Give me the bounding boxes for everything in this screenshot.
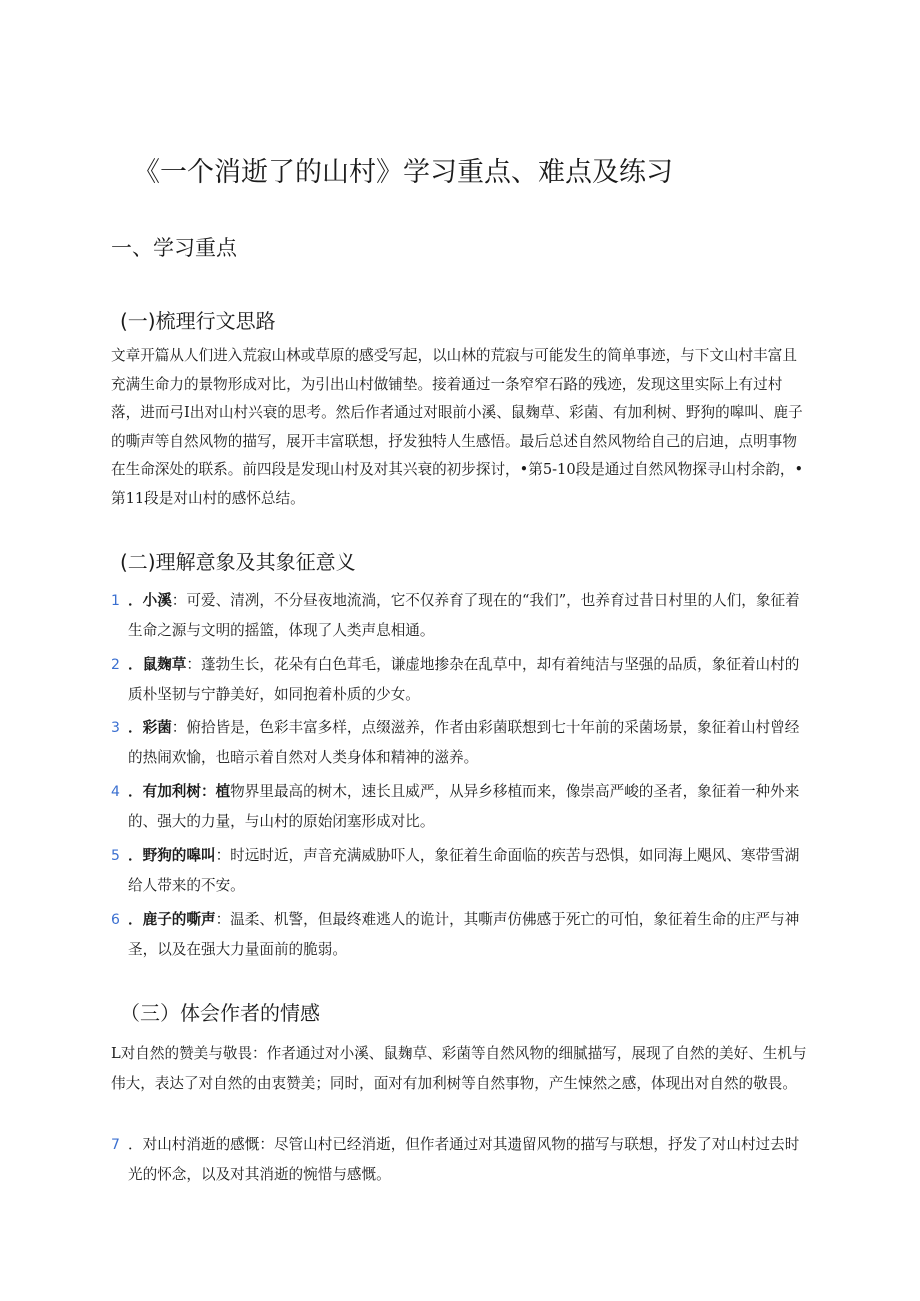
subheading-writing-logic: (一)梳理行文思路 — [120, 309, 276, 333]
subheading-emotion: （三）体会作者的情感 — [120, 1001, 320, 1025]
imagery-item-eucalyptus — [111, 777, 811, 837]
item-number: 2 — [111, 657, 120, 673]
item-text: ：俯拾皆是，色彩丰富多样，点缀滋养，作者由彩菌联想到七十年前的采菌场景，象征着山村曾经的热闹欢愉，也暗示着自然对人类身体和精神的滋养。 — [128, 719, 800, 766]
item-number: 1 — [111, 593, 120, 609]
imagery-item-stream — [111, 586, 811, 646]
emotion-item-nature — [111, 1039, 811, 1099]
subheading-imagery: (二)理解意象及其象征意义 — [120, 550, 356, 574]
imagery-item-wild-dog — [111, 841, 811, 901]
item-number: 3 — [111, 720, 120, 736]
item-term: ．有加利树：植 — [128, 783, 231, 800]
item-text: ：温柔、机警，但最终难逃人的诡计，其嘶声仿佛感于死亡的可怕，象征着生命的庄严与神圣，以及在强大力量面前的脆弱。 — [128, 911, 800, 958]
imagery-item-cudweed — [111, 650, 811, 710]
item-number: 7 — [111, 1137, 120, 1153]
document-title: 《一个消逝了的山村》学习重点、难点及练习 — [133, 157, 673, 188]
item-text: L对自然的赞美与敬畏：作者通过对小溪、鼠麹草、彩菌等自然风物的细腻描写，展现了自然的美好、生机与伟大，表达了对自然的由衷赞美；同时，面对有加利树等自然事物，产生悚然之感，体现出对自然的敬畏。 — [111, 1045, 807, 1092]
item-term: ．野狗的嗥叫 — [128, 847, 216, 864]
item-text: ．对山村消逝的感慨：尽管山村已经消逝，但作者通过对其遗留风物的描写与联想，抒发了对山村过去时光的怀念，以及对其消逝的惋惜与感慨。 — [128, 1136, 800, 1183]
emotion-item-village — [111, 1130, 811, 1190]
item-term: ．鹿子的嘶声 — [128, 911, 216, 928]
item-text: ：时远时近，声音充满威胁吓人，象征着生命面临的疾苦与恐惧，如同海上飓风、寒带雪湖给人带来的不安。 — [128, 847, 800, 894]
imagery-item-mushroom — [111, 713, 811, 773]
item-number: 5 — [111, 848, 120, 864]
paragraph-writing-logic: 文章开篇从人们进入荒寂山林或草原的感受写起，以山林的荒寂与可能发生的简单事迹，与下文山村丰富且充满生命力的景物形成对比，为引出山村做铺垫。接着通过一条窄窄石路的残迹，发现这里实际上有过村落，进而弓I出对山村兴衰的思考。然后作者通过对眼前小溪、鼠麹草、彩菌、有加利树、野狗的嗥叫、鹿子的嘶声等自然风物的描写，展开丰富联想，抒发独特人生感悟。最后总述自然风物给自己的启迪，点明事物在生命深处的联系。前四段是发现山村及对其兴衰的初步探讨，•第5-10段是通过自然风物探寻山村余韵，•第11段是对山村的感怀总结。 — [111, 347, 804, 507]
item-number: 4 — [111, 784, 120, 800]
item-text: ：蓬勃生长，花朵有白色茸毛，谦虚地掺杂在乱草中，却有着纯洁与坚强的品质，象征着山村的质朴坚韧与宁静美好，如同抱着朴质的少女。 — [128, 656, 800, 703]
item-term: ．鼠麹草 — [128, 656, 187, 673]
item-text: ：可爱、清冽，不分昼夜地流淌，它不仅养育了现在的“我们”，也养育过昔日村里的人们，象征着生命之源与文明的摇篮，体现了人类声息相通。 — [128, 592, 800, 639]
item-term: ．彩菌 — [128, 719, 172, 736]
item-text: 物界里最高的树木，速长且威严，从异乡移植而来，像崇高严峻的圣者，象征着一种外来的、强大的力量，与山村的原始闭塞形成对比。 — [128, 783, 800, 830]
imagery-item-deer — [111, 905, 811, 965]
item-term: ．小溪 — [128, 592, 172, 609]
item-number: 6 — [111, 912, 120, 928]
section-heading-study-focus: 一、学习重点 — [111, 236, 237, 260]
